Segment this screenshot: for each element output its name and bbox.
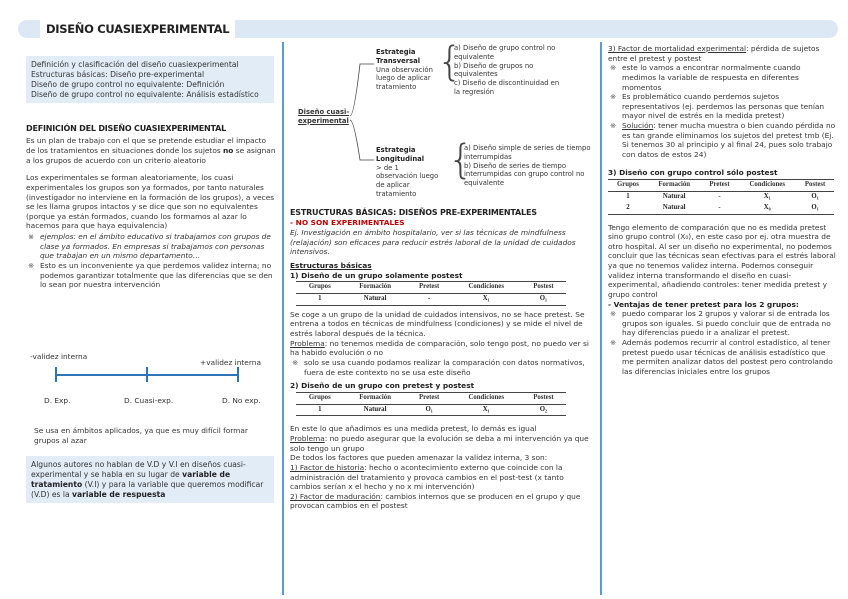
brace-icon: { bbox=[448, 137, 474, 183]
table-row: 2 Natural - X₀ O₁ bbox=[608, 203, 834, 214]
advantages-label: - Ventajas de tener pretest para los 2 grupos: bbox=[608, 299, 799, 309]
design2-title: 2) Diseño de un grupo con pretest y postest bbox=[290, 381, 475, 391]
summary-box bbox=[26, 56, 274, 103]
design2-text: En este lo que añadimos es una medida pretest, lo demás es igual bbox=[290, 424, 537, 434]
right-column bbox=[608, 44, 836, 377]
summary-item: Diseño de grupo control no equivalente: Definición bbox=[31, 79, 225, 89]
scale-tick bbox=[237, 367, 239, 382]
design1-bullet: ※ solo se usa cuando podamos realizar la comparación con datos normativos, fuera de este contexto no se usa este diseño bbox=[290, 358, 594, 377]
definition-paragraph-2: Los experimentales se forman aleatoriamente, los cuasi experimentales los grupos son ya formados, por tanto naturales (investigador no interviene en la formación de los grupos), a veces se les llama grupos intactos y se dice que son no equivalentes (porque ya están formados, cuando los formamos al azar lo hacemos para que haya equivalencia) bbox=[26, 173, 275, 231]
solution-bullet: ※ Solución: tener mucha muestra o bien cuando pérdida no es tan grande eliminamos los sujetos del pretest tmb (Ej. Si tenemos 30 al principio y al final 24, pues solo trabajo con datos de estos 24) bbox=[608, 121, 836, 160]
design3-text: Tengo elemento de comparación que no es medida pretest sino grupo control (X₀), en este caso por ej. otra muestra de otro hospital. Al ser un diseño no experimental, no podemos concluir que las técnicas sean efectivas para el estrés laboral ya que no tenemos validez interna. Podemos conseguir validez interna transformando el diseño en cuasi-experimental, añadiendo controles: tener medida pretest y grupo control bbox=[608, 222, 836, 299]
structures-section bbox=[290, 208, 594, 511]
scale-right-label: +validez interna bbox=[200, 358, 261, 367]
scale-tick-label: D. Exp. bbox=[44, 396, 71, 405]
example-text: Ej. Investigación en ámbito hospitalario, ver si las técnicas de mindfulness (relajación) son eficaces para reducir estrés laboral de la unidad de cuidados intensivos. bbox=[290, 228, 576, 257]
transversal-list: a) Diseño de grupo control no equivalente b) Diseño de grupos no equivalentes c) Diseño de discontinuidad en la regresión bbox=[454, 44, 560, 97]
definition-heading: DEFINICIÓN DEL DISEÑO CUASIEXPERIMENTAL bbox=[26, 124, 227, 133]
basic-structures-label: Estructuras básicas bbox=[290, 260, 372, 270]
authors-box: Algunos autores no hablan de V.D y V.I en diseños cuasi-experimental y se habla en su lugar de variable de tratamiento (V.I) y para la variable que queremos modificar (V.D) es la variable de respuesta bbox=[26, 456, 274, 503]
advantages-bullet: ※ puedo comparar los 2 grupos y valorar si de entrada los grupos son iguales. Si puedo concluir que de entrada no hay diferencias puedo ir a analizar el pretest. bbox=[608, 309, 836, 338]
design1-problem: Problema: no tenemos medida de comparación, solo tengo post, no puedo ver si ha habido evolución o no bbox=[290, 338, 589, 358]
table-row: 1 Natural - X₁ O₁ bbox=[608, 191, 834, 202]
factor-maturation: 2) Factor de maduración: cambios internos que se producen en el grupo y que provocan cambios en el postest bbox=[290, 491, 581, 511]
column-divider bbox=[282, 42, 284, 595]
design2-problem: Problema: no puedo asegurar que la evolución se deba a mi intervención ya que solo tengo un grupo bbox=[290, 434, 589, 453]
not-experimental-label: - NO SON EXPERIMENTALES bbox=[290, 218, 405, 228]
scale-tick bbox=[55, 367, 57, 382]
diagram-root: Diseño cuasi-experimental bbox=[298, 108, 350, 125]
scale-tick-label: D. No exp. bbox=[222, 396, 261, 405]
definition-section bbox=[26, 124, 276, 290]
applied-text: Se usa en ámbitos aplicados, ya que es muy difícil formar grupos al azar bbox=[34, 426, 248, 445]
longitudinal-list: a) Diseño simple de series de tiempo interrumpidas b) Diseño de series de tiempo interrumpidas con grupo control no equivalente bbox=[464, 144, 591, 188]
factor-mortality: 3) Factor de mortalidad experimental: pérdida de sujetos entre el pretest y postest bbox=[608, 44, 820, 63]
page-title: DISEÑO CUASIEXPERIMENTAL bbox=[40, 20, 235, 38]
definition-bullet: ※ Esto es un inconveniente ya que perdemos validez interna; no podemos garantizar totalmente que las diferencias que se den lo sean por nuestra intervención bbox=[26, 261, 276, 290]
summary-item: Estructuras básicas: Diseño pre-experimental bbox=[31, 69, 205, 79]
brace-icon: { bbox=[437, 39, 463, 85]
summary-item: Definición y clasificación del diseño cuasiexperimental bbox=[31, 60, 239, 69]
column-divider bbox=[600, 42, 602, 595]
table-row: 1 Natural - X₁ O₁ bbox=[296, 293, 566, 305]
summary-item: Diseño de grupo control no equivalente: Análisis estadístico bbox=[31, 89, 259, 99]
longitudinal-node: Estrategia Longitudinal > de 1 observación luego de aplicar tratamiento bbox=[376, 146, 439, 199]
scale-tick-label: D. Cuasi-exp. bbox=[124, 396, 174, 405]
design2-text-2: De todos los factores que pueden amenazar la validez interna, 3 son: bbox=[290, 453, 548, 463]
factor-history: 1) Factor de historia: hecho o acontecimiento externo que coincide con la administración del tratamiento y provoca cambios en el post-test (x tanto cambios serían x el hecho y no x mi intervención) bbox=[290, 462, 564, 492]
design1-text: Se coge a un grupo de la unidad de cuidados intensivos, no se hace pretest. Se entrena a todos en técnicas de mindfulness (condiciones) y se mide el nivel de estrés laboral después de la técnica. bbox=[290, 309, 585, 339]
structures-heading: ESTRUCTURAS BÁSICAS: DISEÑOS PRE-EXPERIMENTALES bbox=[290, 208, 537, 217]
table-row: 1 Natural O₁ X₁ O₂ bbox=[296, 404, 566, 416]
scale-tick bbox=[146, 367, 148, 382]
design1-title: 1) Diseño de un grupo solamente postest bbox=[290, 270, 463, 280]
design3-table: Grupos Formación Pretest Condiciones Postest 1 Natural - X₁ O₁ 2 Natural - X₀ O₁ bbox=[608, 179, 834, 214]
diagram-connectors bbox=[344, 50, 378, 210]
transversal-node: Estrategia Transversal Una observación luego de aplicar tratamiento bbox=[376, 48, 433, 92]
scale-left-label: -validez interna bbox=[30, 352, 88, 361]
definition-paragraph: Es un plan de trabajo con el que se pretende estudiar el impacto de los tratamientos en situaciones donde los sujetos no se asignan a los grupos de acuerdo con un criterio aleatorio bbox=[26, 136, 276, 165]
advantages-bullet: ※ Además podemos recurrir al control estadístico, al tener pretest puedo usar técnicas de análisis estadístico que me permiten analizar datos del postest pero controlando las diferencias iniciales entre los grupos bbox=[608, 338, 836, 377]
design1-table: Grupos Formación Pretest Condiciones Postest 1 Natural - X₁ O₁ bbox=[296, 281, 566, 306]
mortality-bullet: ※ este lo vamos a encontrar normalmente cuando medimos la variable de respuesta en diferentes momentos bbox=[608, 63, 836, 92]
definition-bullet: ※ ejemplos: en el ámbito educativo si trabajamos con grupos de clase ya formados. En empresas si trabajamos con personas que trabajan en un mismo departamento… bbox=[26, 232, 276, 261]
mortality-bullet: ※ Es problemático cuando perdemos sujetos representativos (ej. perdemos las personas que tenían mayor nivel de estrés en la medida pretest) bbox=[608, 92, 836, 121]
design2-table: Grupos Formación Pretest Condiciones Postest 1 Natural O₁ X₁ O₂ bbox=[296, 392, 566, 417]
validity-scale bbox=[26, 352, 276, 412]
design3-title: 3) Diseño con grupo control sólo postest bbox=[608, 167, 778, 177]
